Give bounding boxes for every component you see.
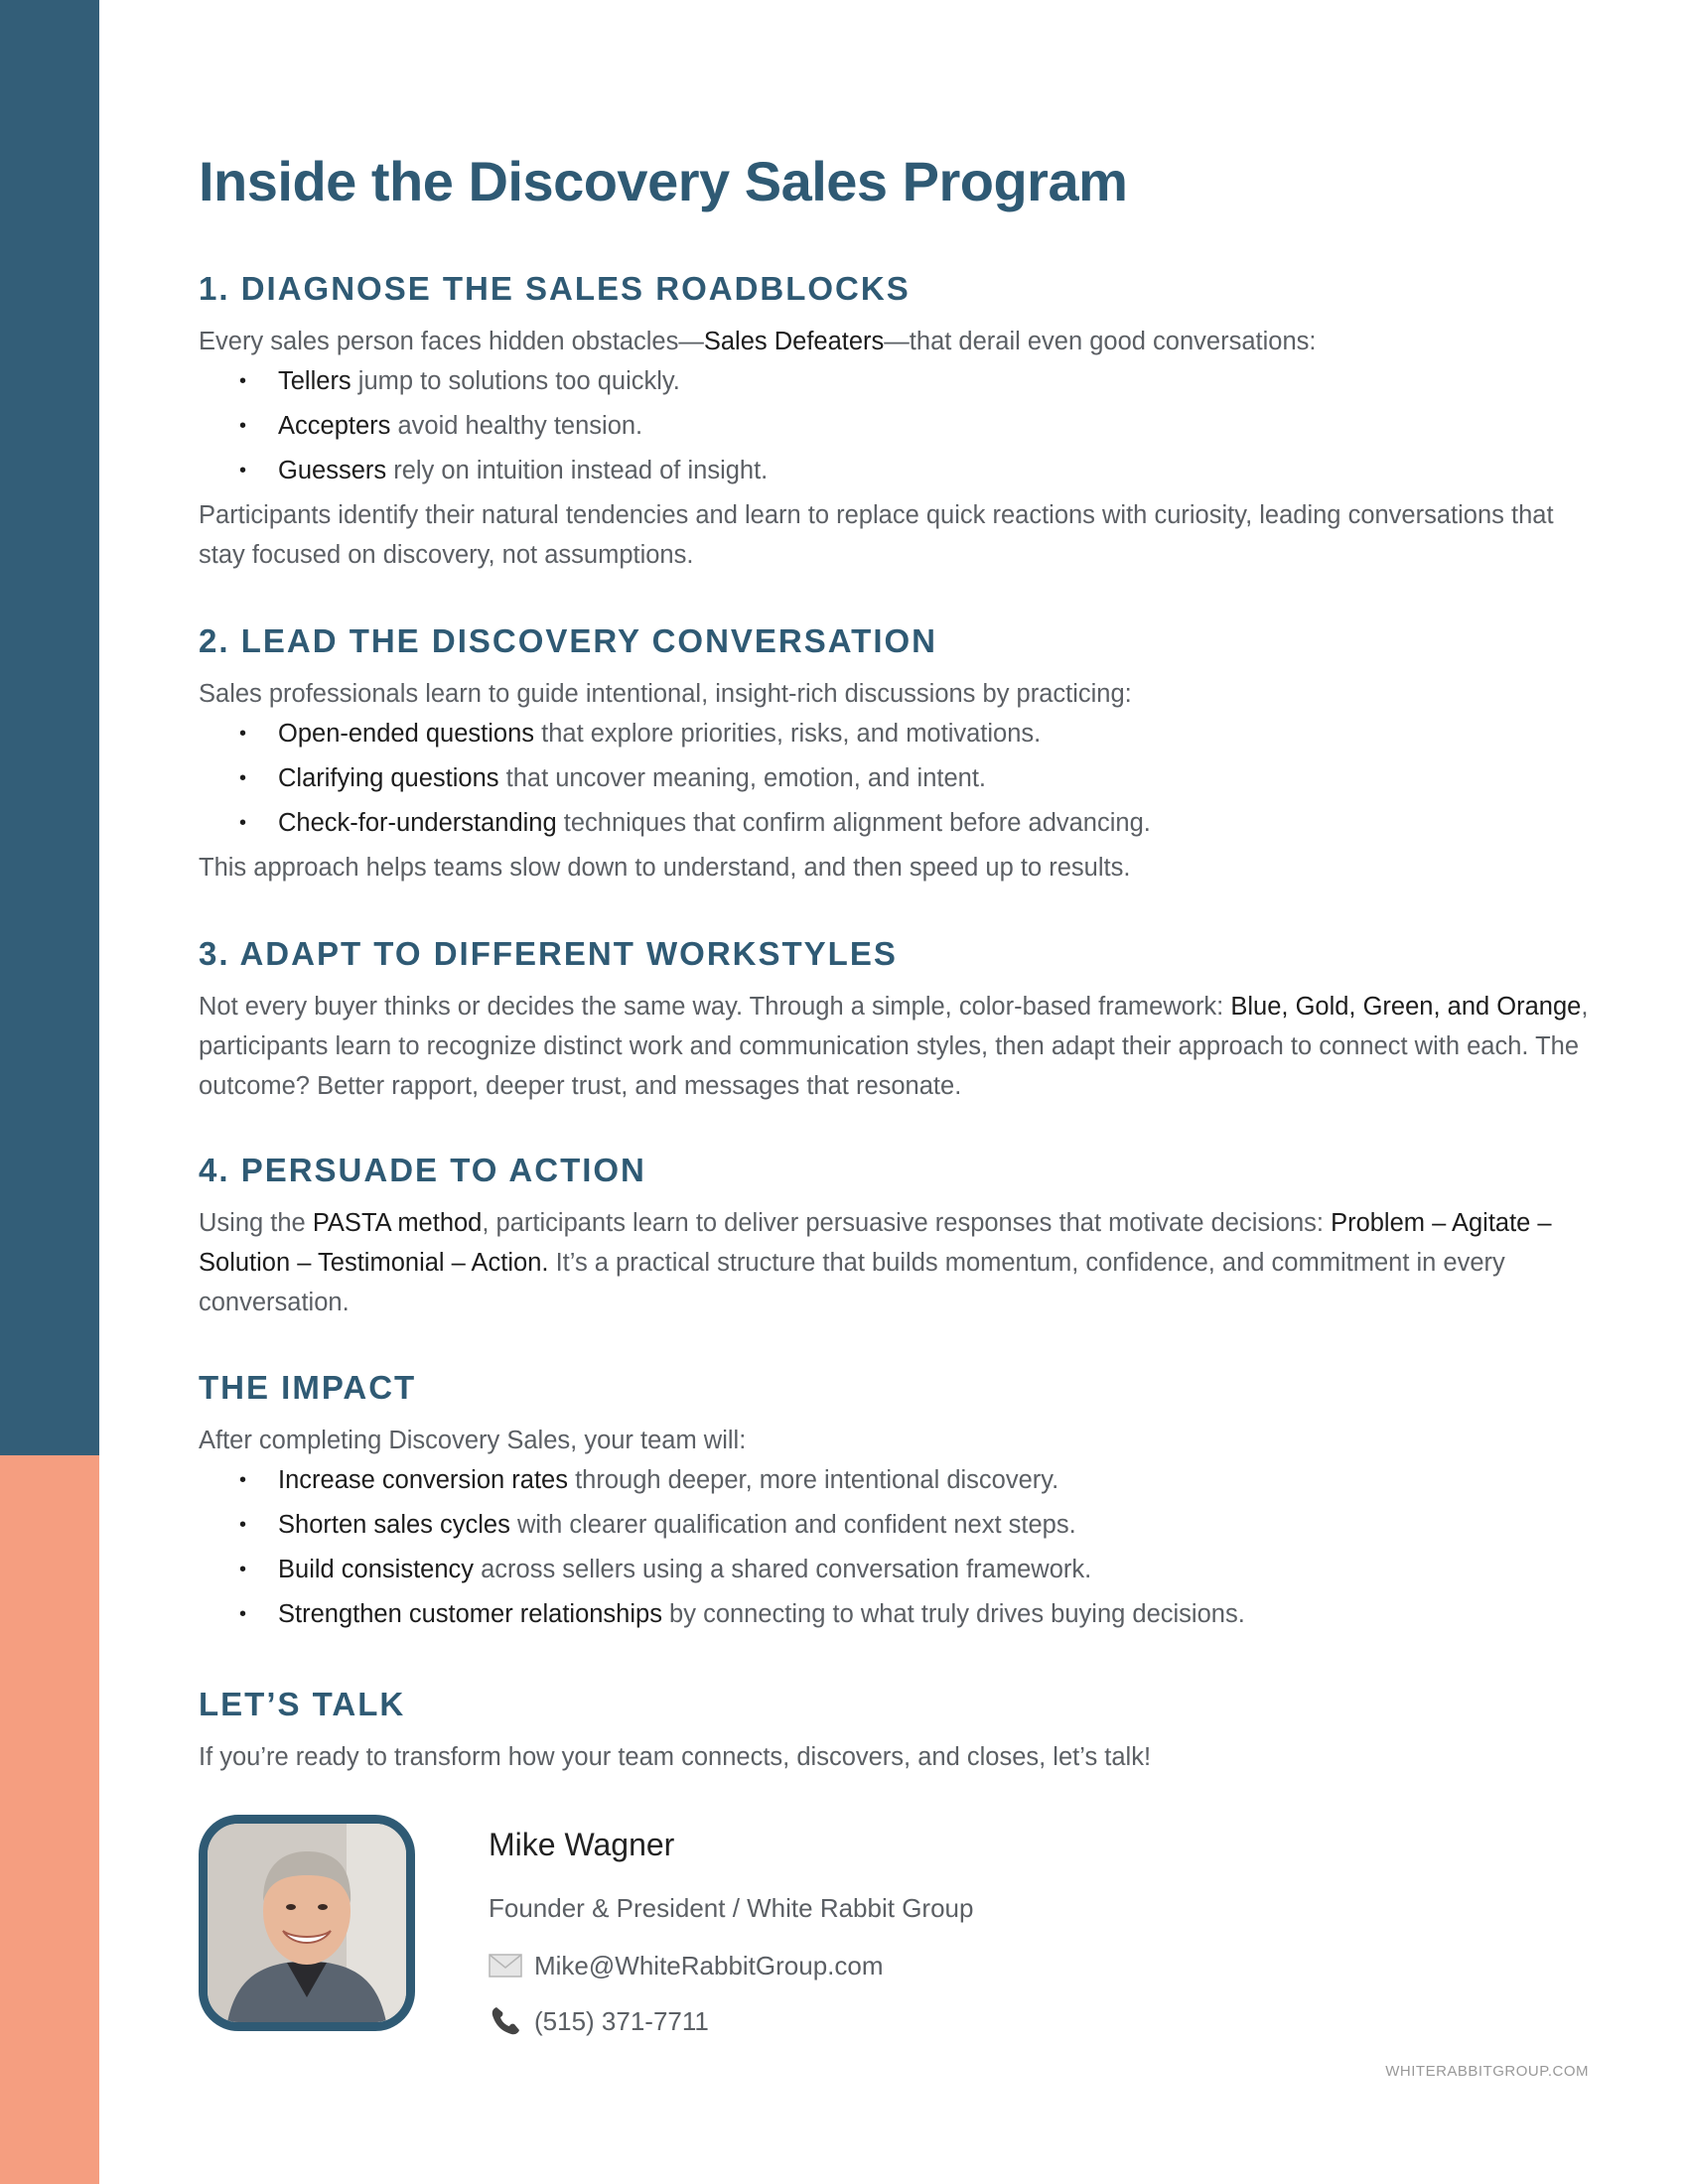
contact-email-row[interactable] [489, 1946, 973, 1985]
page-title: Inside the Discovery Sales Program [199, 150, 1128, 212]
section-heading: 1. DIAGNOSE THE SALES ROADBLOCKS [199, 270, 911, 307]
section-body: Using the PASTA method, participants learn to deliver persuasive responses that motivate decisions: Problem – Agitate – Solution – Testimonial – Action. It’s a practical structure that builds momentum, confidence, and commitment in every conversation. [199, 1209, 1552, 1316]
section-lets-talk [199, 1686, 1589, 1777]
section-adapt [199, 935, 1589, 1106]
list-item: • Tellers jump to solutions too quickly. [199, 361, 1589, 406]
bullet-list [199, 361, 1589, 495]
bullet-list [199, 1460, 1589, 1639]
contact-phone-row[interactable] [489, 2001, 973, 2041]
section-heading: 2. LEAD THE DISCOVERY CONVERSATION [199, 622, 937, 659]
portrait-image [208, 1824, 406, 2022]
sidebar-bar-navy [0, 0, 99, 1455]
section-outro: This approach helps teams slow down to understand, and then speed up to results. [199, 854, 1131, 882]
phone-icon [489, 2004, 522, 2038]
section-heading: THE IMPACT [199, 1369, 417, 1406]
list-item: • Shorten sales cycles with clearer qualification and confident next steps. [199, 1505, 1589, 1550]
contact-card [489, 1825, 973, 2057]
contact-name: Mike Wagner [489, 1827, 675, 1862]
list-item: • Strengthen customer relationships by connecting to what truly drives buying decisions. [199, 1594, 1589, 1639]
section-intro: After completing Discovery Sales, your team will: [199, 1427, 747, 1454]
contact-title: Founder & President / White Rabbit Group [489, 1893, 974, 1923]
section-impact [199, 1369, 1589, 1639]
section-intro: Every sales person faces hidden obstacles—Sales Defeaters—that derail even good conversations: [199, 328, 1317, 355]
section-intro: Sales professionals learn to guide intentional, insight-rich discussions by practicing: [199, 680, 1132, 708]
list-item: • Accepters avoid healthy tension. [199, 406, 1589, 451]
section-heading: LET’S TALK [199, 1686, 406, 1722]
list-item: • Clarifying questions that uncover meaning, emotion, and intent. [199, 758, 1589, 803]
contact-phone[interactable]: (515) 371-7711 [534, 2006, 709, 2036]
section-body: Not every buyer thinks or decides the same way. Through a simple, color-based framework: Blue, Gold, Green, and Orange, participants learn to recognize distinct work and communication styles, then adapt their approach to connect with each. The outcome? Better rapport, deeper trust, and messages that resonate. [199, 993, 1589, 1100]
sidebar-bar-peach [0, 1455, 99, 2184]
list-item: • Build consistency across sellers using a shared conversation framework. [199, 1550, 1589, 1594]
footer-url[interactable]: WHITERABBITGROUP.COM [1385, 2063, 1589, 2080]
section-persuade [199, 1152, 1589, 1322]
section-diagnose [199, 270, 1589, 575]
list-item: • Guessers rely on intuition instead of insight. [199, 451, 1589, 495]
section-heading: 3. ADAPT TO DIFFERENT WORKSTYLES [199, 935, 898, 972]
section-outro: Participants identify their natural tendencies and learn to replace quick reactions with curiosity, leading conversations that stay focused on discovery, not assumptions. [199, 501, 1554, 569]
section-heading: 4. PERSUADE TO ACTION [199, 1152, 646, 1188]
list-item: • Increase conversion rates through deeper, more intentional discovery. [199, 1460, 1589, 1505]
list-item: • Open-ended questions that explore priorities, risks, and motivations. [199, 714, 1589, 758]
list-item: • Check-for-understanding techniques that confirm alignment before advancing. [199, 803, 1589, 848]
contact-email[interactable]: Mike@WhiteRabbitGroup.com [534, 1951, 884, 1980]
section-lead [199, 622, 1589, 887]
bullet-list [199, 714, 1589, 848]
envelope-icon [489, 1954, 522, 1978]
section-body: If you’re ready to transform how your team connects, discovers, and closes, let’s talk! [199, 1743, 1152, 1771]
avatar [199, 1815, 415, 2031]
